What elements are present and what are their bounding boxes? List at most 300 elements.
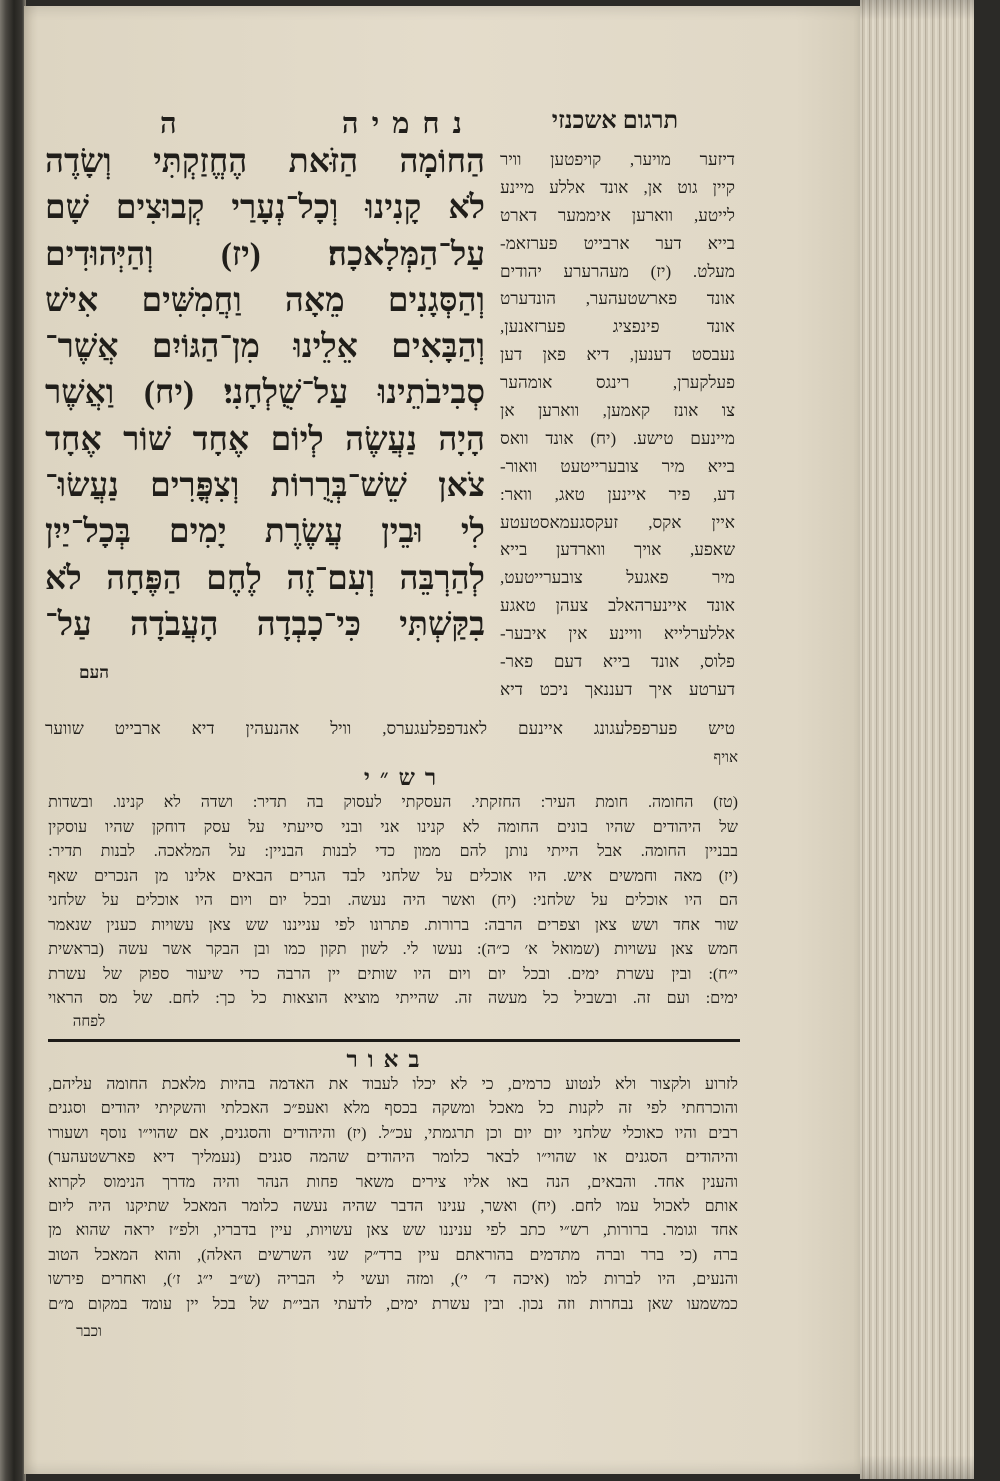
word: וְשָׂדֶה bbox=[45, 144, 112, 180]
word: נוסף bbox=[100, 1124, 127, 1142]
word: וברה bbox=[595, 1246, 625, 1264]
word: (יז) bbox=[718, 867, 738, 885]
word: הנכרים bbox=[93, 867, 139, 885]
word: דערטע bbox=[688, 679, 735, 699]
word: כאוכלי bbox=[622, 1124, 664, 1142]
word: לבנות bbox=[322, 843, 357, 860]
biur-catchword: וכבר bbox=[76, 1324, 102, 1340]
word: וחמשים bbox=[608, 867, 658, 885]
word: הרבה: bbox=[483, 916, 523, 934]
word: שהייתי bbox=[395, 990, 439, 1007]
word: בייא bbox=[602, 652, 631, 672]
word: ברה bbox=[713, 1246, 738, 1264]
biur-commentary bbox=[48, 1073, 738, 1317]
word: מתדמים bbox=[529, 1246, 581, 1264]
word: קנינו bbox=[417, 818, 445, 836]
word: והשקיתי bbox=[154, 1100, 207, 1118]
word: (יז) bbox=[650, 261, 672, 281]
word: הייתי bbox=[546, 843, 579, 860]
word: איבער- bbox=[500, 624, 547, 644]
word: הדבר bbox=[390, 1197, 424, 1215]
word: אונד bbox=[706, 289, 735, 309]
rashi-line bbox=[48, 987, 738, 1012]
word: רינגס bbox=[595, 373, 630, 393]
word: לפי bbox=[334, 916, 355, 934]
word: בהוראתם bbox=[455, 1246, 514, 1264]
word: נעבסט bbox=[691, 345, 735, 365]
word: לאנדפפלעגערס, bbox=[382, 719, 488, 738]
word: (נעמליך bbox=[192, 1149, 241, 1167]
word: שותים bbox=[357, 965, 397, 983]
word: אונד bbox=[650, 652, 680, 672]
word: כלומר bbox=[241, 1197, 279, 1215]
word: פינפציג bbox=[612, 317, 660, 337]
word: קְבוּצִים bbox=[115, 190, 205, 227]
word: יין bbox=[327, 965, 341, 983]
targum-line bbox=[500, 453, 735, 481]
word: מלא bbox=[343, 1100, 370, 1118]
rashi-line bbox=[48, 791, 738, 816]
word: לקרוא bbox=[48, 1173, 86, 1191]
word: ולא bbox=[615, 1076, 637, 1093]
word: צו bbox=[721, 401, 735, 421]
word: והיה bbox=[212, 1173, 240, 1191]
word: על bbox=[102, 892, 119, 909]
word: עֲשֶׂרֶת bbox=[264, 514, 344, 551]
word: ושש bbox=[631, 916, 659, 934]
word: שאפע, bbox=[689, 540, 735, 560]
word: לזרוע bbox=[705, 1076, 738, 1093]
word: יראה bbox=[123, 1222, 155, 1240]
word: מוציא bbox=[343, 990, 380, 1007]
word: ושעורו bbox=[48, 1124, 89, 1142]
word: כדי bbox=[239, 965, 260, 983]
word: לעסוק bbox=[343, 794, 382, 811]
word: וְכָל־נְעָרַי bbox=[231, 190, 339, 227]
biur-line bbox=[48, 1073, 738, 1097]
word: איינעם bbox=[518, 719, 563, 738]
word: א׳ bbox=[524, 941, 538, 958]
word: פאגעל bbox=[626, 568, 669, 588]
word: ברורות. bbox=[423, 916, 470, 934]
word: רש״י bbox=[559, 1222, 590, 1240]
word: כך: bbox=[215, 990, 236, 1007]
word: לקנות bbox=[568, 1100, 604, 1118]
word: בהיות bbox=[220, 1076, 256, 1093]
word: שלחני: bbox=[532, 892, 575, 909]
word: ועם bbox=[666, 990, 690, 1007]
word: פירשו bbox=[48, 1271, 84, 1289]
word: עשרת bbox=[48, 965, 87, 983]
word: ימים: bbox=[705, 990, 738, 1007]
word: וויל bbox=[330, 719, 352, 738]
word: שאן bbox=[647, 1295, 673, 1313]
word: כִּי־כָבְדָה bbox=[256, 606, 362, 643]
word: (שמואל bbox=[552, 941, 600, 958]
word: דיא bbox=[191, 719, 215, 738]
word: אחד bbox=[711, 1222, 738, 1240]
targum-line bbox=[500, 536, 735, 564]
word: הַזֹּאת bbox=[288, 144, 359, 180]
word: עסק bbox=[203, 818, 231, 836]
targum-line bbox=[500, 676, 735, 704]
main-text-line bbox=[45, 185, 485, 231]
word: בה bbox=[306, 794, 324, 811]
word: פעלקערן, bbox=[672, 373, 735, 393]
word: ובני bbox=[341, 818, 363, 836]
word: עניננו bbox=[439, 1222, 473, 1240]
word: הַחוֹמָה bbox=[399, 144, 485, 180]
word: שהיו bbox=[105, 818, 134, 836]
word: יהודים bbox=[100, 1100, 141, 1118]
targum-line bbox=[500, 285, 735, 313]
word: וַחֲמִשִּׁים bbox=[141, 282, 242, 319]
word: תדיר: bbox=[48, 843, 83, 860]
word: הונדערט bbox=[500, 289, 557, 309]
word: צאן bbox=[671, 941, 694, 958]
word: אומהער bbox=[500, 373, 553, 393]
word: לבנות bbox=[100, 843, 135, 860]
word: הבי״ת bbox=[282, 1295, 320, 1313]
main-text-line bbox=[45, 417, 485, 463]
word: יום bbox=[268, 892, 287, 909]
word: יום bbox=[543, 1124, 562, 1142]
word: וואר: bbox=[500, 484, 533, 504]
word: ווארען bbox=[631, 205, 673, 225]
word: על bbox=[229, 843, 246, 860]
word: נבחרות bbox=[589, 1295, 634, 1313]
word: למו bbox=[566, 1271, 588, 1289]
rashi-catchword: לפחה bbox=[72, 1014, 106, 1030]
word: צאן bbox=[208, 916, 231, 934]
word: האכלתי bbox=[220, 1100, 269, 1118]
main-text-line bbox=[45, 602, 485, 648]
rashi-line bbox=[48, 938, 738, 963]
word: וואור- bbox=[500, 456, 538, 476]
word: מעשה bbox=[488, 990, 528, 1007]
word: יין bbox=[186, 1295, 199, 1313]
word: לבד bbox=[342, 867, 366, 885]
biur-line bbox=[48, 1146, 738, 1170]
targum-line bbox=[500, 174, 735, 202]
main-text-column bbox=[45, 139, 485, 648]
word: ולקצור bbox=[650, 1076, 691, 1093]
word: דעם bbox=[553, 652, 583, 672]
word: שלחני bbox=[48, 892, 86, 909]
word: שש bbox=[402, 1222, 426, 1240]
word: להם bbox=[459, 843, 487, 860]
word: לברות bbox=[604, 1271, 641, 1289]
word: אוכלים bbox=[469, 867, 513, 885]
word: אן, bbox=[643, 177, 663, 197]
word: (כי bbox=[680, 1246, 698, 1264]
biur-line bbox=[48, 1293, 738, 1317]
main-text-line bbox=[45, 509, 485, 555]
word: וואס bbox=[500, 428, 529, 448]
word: וויר bbox=[500, 150, 522, 169]
word: איממער bbox=[558, 205, 611, 225]
word: לאכול bbox=[653, 1197, 690, 1215]
word: שהמה bbox=[309, 1149, 349, 1167]
word: (בראשית bbox=[48, 941, 104, 958]
word: שהוי״ו bbox=[536, 1149, 576, 1167]
targum-line bbox=[500, 202, 735, 230]
word: איינען bbox=[607, 484, 647, 504]
word: הנה bbox=[546, 1173, 570, 1191]
word: דיא bbox=[152, 1149, 175, 1167]
word: דעננאך bbox=[585, 679, 633, 699]
word: טישע. bbox=[632, 428, 674, 448]
word: על bbox=[591, 892, 609, 909]
word: ואעפ״כ bbox=[283, 1100, 329, 1118]
targum-line bbox=[500, 425, 735, 453]
word: שֵׁשׁ־בְּרֻרוֹת bbox=[270, 468, 407, 505]
word: המאכל bbox=[183, 1197, 228, 1215]
word: ווארדען bbox=[555, 540, 606, 560]
word: דע, bbox=[712, 484, 735, 504]
word: (יז) bbox=[347, 1124, 367, 1142]
word: וְעִם־זֶה bbox=[286, 560, 375, 597]
word: טיש bbox=[708, 719, 735, 738]
word: פערזאנען, bbox=[500, 317, 566, 337]
word: אוכלים bbox=[135, 892, 179, 909]
word: מאה bbox=[673, 867, 703, 885]
word: הבקר bbox=[205, 941, 240, 958]
targum-catchword: אויף bbox=[713, 750, 738, 766]
targum-line bbox=[500, 369, 735, 397]
word: מעלט. bbox=[692, 261, 735, 281]
word: אונד bbox=[545, 428, 574, 448]
word: וזה bbox=[557, 1295, 576, 1313]
word: כ״ה): bbox=[477, 941, 510, 958]
word: השרשים bbox=[257, 1246, 312, 1264]
word: איינערהאלב bbox=[608, 596, 687, 616]
word: (יח) bbox=[491, 892, 517, 909]
word: על bbox=[436, 867, 453, 885]
word: אִישׁ bbox=[45, 282, 99, 319]
word: וגומר. bbox=[662, 1222, 698, 1240]
targum-line bbox=[500, 509, 735, 537]
word: וסגנים bbox=[48, 1100, 87, 1118]
word: לְהַרְבֵּה bbox=[399, 560, 485, 597]
word: צאן bbox=[594, 916, 617, 934]
word: סְבִיבֹתֵינוּ bbox=[377, 375, 485, 412]
main-text-line bbox=[45, 324, 485, 370]
word: דארט bbox=[500, 205, 538, 225]
word: מן bbox=[154, 867, 169, 885]
word: אונד bbox=[706, 596, 735, 616]
word: דיא bbox=[500, 679, 523, 699]
word: אֶחָד bbox=[192, 421, 250, 458]
word: אשר bbox=[162, 941, 192, 958]
word: כמשמעו bbox=[686, 1295, 738, 1313]
word: שָׁם bbox=[45, 190, 89, 227]
word: החזקתי. bbox=[471, 794, 521, 811]
word: נַעֲשֶׂה bbox=[345, 421, 417, 458]
word: והוא bbox=[154, 1246, 182, 1264]
word: ואשר bbox=[442, 892, 476, 909]
word: והבאים, bbox=[587, 1173, 637, 1191]
word: של bbox=[249, 1295, 269, 1313]
targum-line bbox=[500, 146, 735, 174]
word: כדי bbox=[375, 843, 396, 860]
word: עומד bbox=[141, 1295, 173, 1313]
main-text-line bbox=[45, 232, 485, 278]
word: תרגמתי, bbox=[424, 1124, 475, 1142]
targum-line bbox=[500, 564, 735, 592]
word: במקום bbox=[87, 1295, 128, 1313]
word: צירים bbox=[411, 1173, 447, 1191]
word: איך bbox=[649, 679, 673, 699]
word: לדעתי bbox=[333, 1295, 372, 1313]
word: בכסף bbox=[384, 1100, 418, 1118]
word: אללע bbox=[549, 177, 586, 197]
word: על bbox=[248, 818, 265, 836]
word: לא bbox=[462, 818, 480, 836]
word: יום bbox=[487, 965, 507, 983]
word: וְהַבָּאִים bbox=[391, 329, 485, 366]
word: והסגנים, bbox=[220, 1124, 272, 1142]
word: אקס, bbox=[648, 512, 682, 532]
word: (יז) bbox=[220, 236, 261, 273]
word: את bbox=[328, 1076, 349, 1093]
word: אותם bbox=[704, 1197, 738, 1215]
word: עשה bbox=[118, 941, 149, 958]
targum-line bbox=[500, 230, 735, 258]
word: אהנעהין bbox=[245, 719, 300, 738]
word: עוסקין bbox=[48, 818, 88, 836]
word: או bbox=[593, 1149, 608, 1167]
word: מיר bbox=[661, 456, 685, 476]
word: היו bbox=[528, 867, 547, 885]
rashi-header: רש״י bbox=[363, 765, 447, 790]
word: עשויות bbox=[151, 916, 194, 934]
word: צובערייטעט, bbox=[500, 568, 583, 588]
word: קיין bbox=[712, 177, 735, 197]
word: היה bbox=[402, 892, 426, 909]
word: ואשר, bbox=[480, 1197, 518, 1215]
word: י״ח): bbox=[708, 965, 738, 983]
word: והיו bbox=[675, 1124, 697, 1142]
word: שווער bbox=[45, 719, 84, 738]
biur-header: באור bbox=[346, 1047, 430, 1072]
word: מן bbox=[48, 1222, 62, 1240]
word: זה bbox=[618, 1100, 633, 1118]
word: מ״ם bbox=[48, 1295, 74, 1313]
word: מֵאָה bbox=[284, 282, 345, 319]
rashi-line bbox=[48, 840, 738, 865]
word: החומה. bbox=[640, 843, 687, 860]
word: (יח) bbox=[143, 375, 195, 412]
word: אונז bbox=[673, 401, 699, 421]
word: לשון bbox=[361, 941, 389, 958]
biur-line bbox=[48, 1171, 738, 1195]
word: אן bbox=[500, 401, 515, 421]
word: ויום bbox=[448, 965, 471, 983]
main-text-line bbox=[45, 556, 485, 602]
targum-column bbox=[500, 146, 735, 704]
word: שנאמר bbox=[48, 916, 92, 934]
word: ניכט bbox=[539, 679, 569, 699]
word: לֹא bbox=[45, 560, 82, 597]
word: אלינו bbox=[184, 867, 216, 885]
word: כלומר bbox=[432, 1149, 470, 1167]
word: וְצִפֳּרִים bbox=[150, 468, 240, 505]
rashi-line bbox=[48, 963, 738, 988]
targum-line bbox=[500, 258, 735, 286]
word: אֶחָד bbox=[45, 421, 102, 458]
word: ברר bbox=[640, 1246, 665, 1264]
biur-line bbox=[48, 1244, 738, 1268]
word: אוכלים bbox=[624, 892, 668, 909]
word: והענין bbox=[702, 1173, 738, 1191]
word: לחם. bbox=[570, 1197, 602, 1215]
word: נַעֲשׂוּ־ bbox=[45, 468, 119, 505]
word: סייעתי bbox=[282, 818, 324, 836]
word: עַל־הַמְּלָאכָה׃ bbox=[327, 236, 485, 273]
word: ובשביל bbox=[574, 990, 617, 1007]
word: משאר bbox=[355, 1173, 394, 1191]
word: הבריה bbox=[277, 1271, 316, 1289]
targum-line bbox=[500, 592, 735, 620]
word: ענייננו bbox=[282, 916, 321, 934]
word: העסקתי bbox=[401, 794, 452, 811]
word: שתיקנו bbox=[125, 1197, 169, 1215]
word: לבאר bbox=[486, 1149, 520, 1167]
word: המלאכה. bbox=[153, 843, 211, 860]
word: של bbox=[719, 818, 738, 836]
word: שהיו bbox=[605, 818, 635, 836]
word: אליו bbox=[463, 1173, 490, 1191]
word: מעהרערע bbox=[563, 261, 629, 281]
word: כל bbox=[251, 990, 267, 1007]
word: ארבייט bbox=[114, 719, 161, 738]
word: וכן bbox=[485, 1124, 502, 1142]
word: נעשה. bbox=[347, 892, 387, 909]
word: שש bbox=[245, 916, 269, 934]
word: וְהַסְּגָנִים bbox=[387, 282, 485, 319]
word: ווארען bbox=[537, 401, 580, 421]
word: פערזאמ- bbox=[500, 233, 558, 253]
word: ברורות, bbox=[603, 1222, 649, 1240]
word: תקון bbox=[320, 941, 347, 958]
word: אחד. bbox=[653, 1173, 685, 1191]
word: הרבה bbox=[276, 965, 311, 983]
word: אויך bbox=[633, 540, 662, 560]
word: שני bbox=[327, 1246, 349, 1264]
rashi-line bbox=[48, 865, 738, 890]
word: היהודים bbox=[366, 1149, 415, 1167]
word: איש. bbox=[563, 867, 593, 885]
word: הנימוס bbox=[103, 1173, 145, 1191]
word: שהוי״ו bbox=[138, 1124, 178, 1142]
word: ז׳), bbox=[162, 1271, 181, 1289]
word: אללערלייא bbox=[663, 624, 735, 644]
word: ובכל bbox=[303, 892, 331, 909]
word: (יח) bbox=[531, 1197, 557, 1215]
word: ושדה bbox=[200, 794, 234, 811]
word: זעקסגעמאסטעטע bbox=[500, 512, 619, 532]
word: י׳), bbox=[450, 1271, 468, 1289]
word: איין bbox=[711, 512, 735, 532]
word: המאכל bbox=[94, 1246, 139, 1264]
word: ימים. bbox=[567, 965, 600, 983]
word: בדבריו, bbox=[213, 1222, 257, 1240]
word: מס bbox=[98, 990, 118, 1007]
word: פחות bbox=[306, 1173, 339, 1191]
word: לנטוע bbox=[565, 1076, 601, 1093]
word: נעשו bbox=[432, 941, 463, 958]
